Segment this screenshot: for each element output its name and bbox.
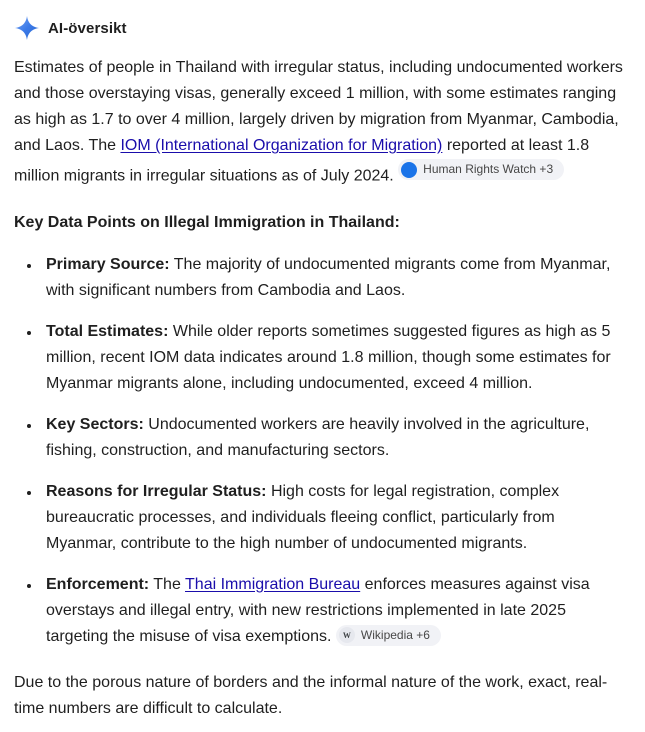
source-citation-chip[interactable]: [336, 625, 441, 646]
source-chip-label: Human Rights Watch +3: [423, 162, 554, 176]
bold-lead-text: Reasons for Irregular Status:: [46, 482, 267, 500]
iom-link[interactable]: IOM (International Organization for Migration): [120, 137, 443, 154]
source-favicon-icon: [401, 162, 417, 178]
intro-paragraph: Estimates of people in Thailand with irregular status, including undocumented workers and those overstaying visas, generally exceed 1 million, with some estimates ranging as high as 1.7 to over 4 million, largely driven by migration from Myanmar, Cambodia, and Laos. The IOM (International Organization for Migration) reported at least 1.8 million migrants in irregular situations as of July 2024. Human Rights Watch +3: [14, 59, 623, 185]
section-heading: Key Data Points on Illegal Immigration in Thailand:: [14, 213, 400, 231]
ai-overview-header: [14, 14, 629, 40]
key-points-list: [14, 252, 629, 650]
bold-lead-text: Key Sectors:: [46, 415, 144, 433]
wikipedia-favicon-icon: W: [339, 627, 355, 643]
thai-immigration-bureau-link[interactable]: Thai Immigration Bureau: [185, 575, 361, 593]
key-point-item: • Total Estimates: While older reports sometimes suggested figures as high as 5 million, recent IOM data indicates around 1.8 million, though some estimates for Myanmar migrants alone, including undocumented, exceed 4 million.: [41, 319, 629, 397]
gemini-sparkle-icon: [15, 16, 39, 40]
source-chip-label: Wikipedia +6: [360, 627, 430, 642]
key-point-item: • Enforcement: The Thai Immigration Bureau enforces measures against visa overstays and illegal entry, with new restrictions implemented in late 2025 targeting the misuse of visa exemptions. W Wikipedia +6: [41, 572, 629, 650]
outro-paragraph: Due to the porous nature of borders and the informal nature of the work, exact, real-time numbers are difficult to calculate.: [14, 673, 608, 717]
key-point-item: • Key Sectors: Undocumented workers are heavily involved in the agriculture, fishing, construction, and manufacturing sectors.: [41, 412, 629, 464]
bold-lead-text: Primary Source:: [46, 255, 170, 273]
ai-overview-title: AI-översikt: [48, 19, 127, 37]
key-point-item: • Primary Source: The majority of undocumented migrants come from Myanmar, with significant numbers from Cambodia and Laos.: [41, 252, 629, 304]
bold-lead-text: Total Estimates:: [46, 322, 169, 340]
bold-lead-text: Enforcement:: [46, 575, 150, 593]
source-citation-chip[interactable]: [398, 159, 564, 180]
key-point-item: • Reasons for Irregular Status: High costs for legal registration, complex bureaucratic processes, and individuals fleeing conflict, particularly from Myanmar, contribute to the high number of undocumented migrants.: [41, 479, 629, 557]
